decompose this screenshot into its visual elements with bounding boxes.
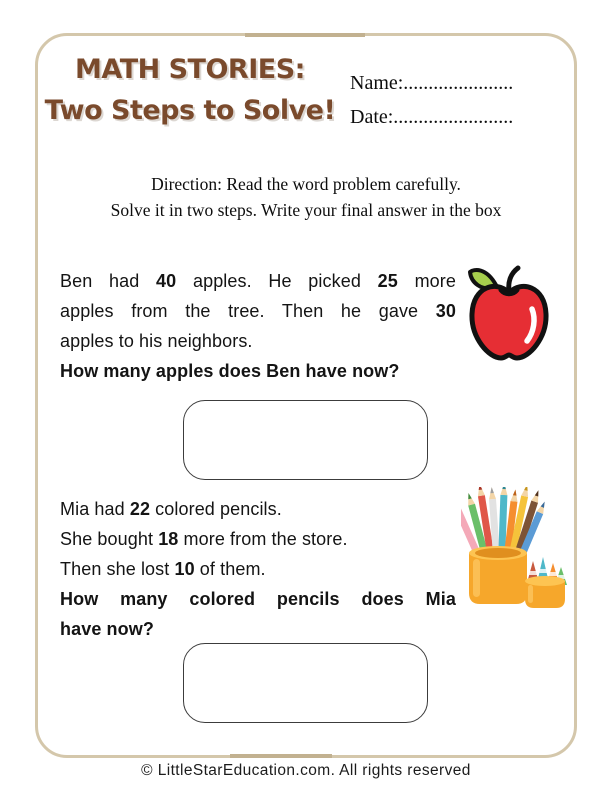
title-line-2: Two Steps to Solve! xyxy=(44,95,336,126)
frame-accent-bottom xyxy=(230,754,332,758)
problem-1-text xyxy=(60,266,456,386)
apple-icon xyxy=(466,261,552,365)
worksheet-title xyxy=(40,54,340,126)
problem-2-line-3: Then she lost 10 of them. xyxy=(60,559,266,579)
problem-1-question: How many apples does Ben have now? xyxy=(60,361,400,381)
name-field[interactable]: Name:...................... xyxy=(350,72,514,94)
problem-2-question-line-1: How many colored pencils does Mia xyxy=(60,589,456,609)
answer-box-2[interactable] xyxy=(183,643,428,723)
answer-box-1[interactable] xyxy=(183,400,428,480)
problem-2-line-1: Mia had 22 colored pencils. xyxy=(60,499,282,519)
problem-1-line-1: Ben had 40 apples. He picked 25 more xyxy=(60,271,456,291)
direction-line-1: Direction: Read the word problem carefully. xyxy=(151,174,461,194)
problem-1-line-3: apples to his neighbors. xyxy=(60,331,253,351)
problem-2-text xyxy=(60,494,456,644)
frame-accent-top xyxy=(245,33,365,37)
name-date-block xyxy=(350,66,560,134)
copyright-text: © LittleStarEducation.com. All rights reserved xyxy=(141,762,471,779)
problem-1-line-2: apples from the tree. Then he gave 30 xyxy=(60,301,456,321)
problem-2-question-line-2: have now? xyxy=(60,619,154,639)
title-line-1: MATH STORIES: xyxy=(75,54,305,85)
pencil-cups-icon xyxy=(461,487,569,613)
date-field[interactable]: Date:........................ xyxy=(350,106,514,128)
direction-line-2: Solve it in two steps. Write your final answer in the box xyxy=(110,200,502,220)
directions xyxy=(36,171,576,223)
problem-2-line-2: She bought 18 more from the store. xyxy=(60,529,348,549)
